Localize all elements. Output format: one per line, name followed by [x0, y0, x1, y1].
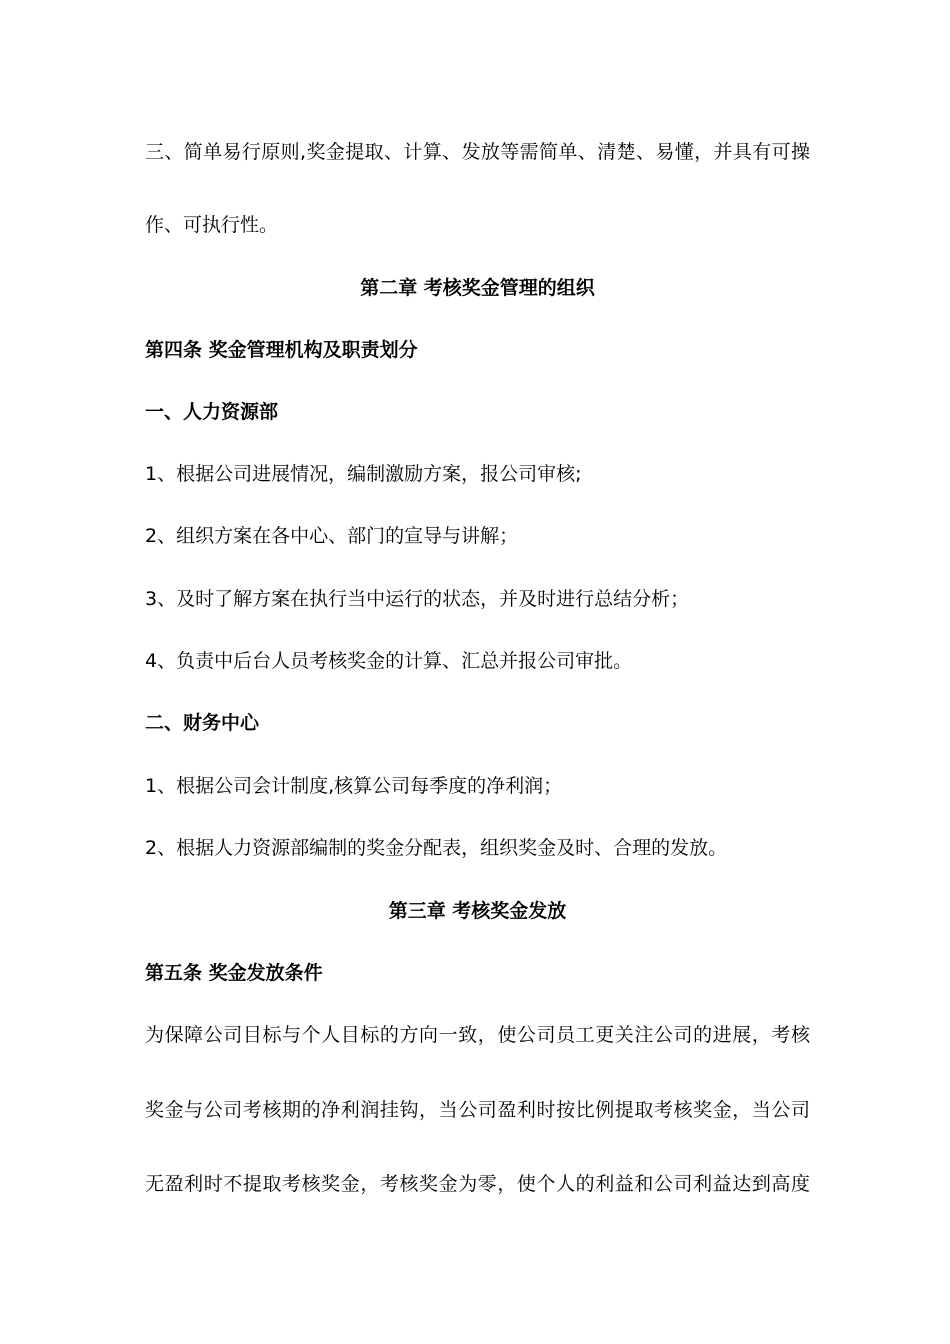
article-5-heading: 第五条 奖金发放条件: [145, 962, 323, 984]
finance-duty-2: 2、根据人力资源部编制的奖金分配表，组织奖金及时、合理的发放。: [145, 837, 728, 859]
article-5-paragraph-line-1: 为保障公司目标与个人目标的方向一致，使公司员工更关注公司的进展，考核: [145, 1024, 810, 1046]
article-4-heading: 第四条 奖金管理机构及职责划分: [145, 339, 418, 361]
hr-duty-3: 3、及时了解方案在执行当中运行的状态，并及时进行总结分析；: [145, 588, 690, 610]
hr-duty-2: 2、组织方案在各中心、部门的宣导与讲解；: [145, 525, 519, 547]
paragraph-principle-3-line-1: 三、简单易行原则,奖金提取、计算、发放等需简单、清楚、易懂，并具有可操: [145, 141, 810, 163]
chapter-3-heading: 第三章 考核奖金发放: [388, 900, 567, 922]
hr-duty-4: 4、负责中后台人员考核奖金的计算、汇总并报公司审批。: [145, 650, 633, 672]
section-finance-heading: 二、财务中心: [145, 712, 260, 734]
chapter-2-heading: 第二章 考核奖金管理的组织: [360, 277, 595, 299]
article-5-paragraph-line-2: 奖金与公司考核期的净利润挂钩，当公司盈利时按比例提取考核奖金，当公司: [145, 1099, 810, 1121]
finance-duty-1: 1、根据公司会计制度,核算公司每季度的净利润；: [145, 775, 563, 797]
paragraph-principle-3-line-2: 作、可执行性。: [145, 214, 279, 236]
hr-duty-1: 1、根据公司进展情况，编制激励方案，报公司审核;: [145, 463, 582, 485]
section-hr-heading: 一、人力资源部: [145, 401, 279, 423]
article-5-paragraph-line-3: 无盈利时不提取考核奖金，考核奖金为零，使个人的利益和公司利益达到高度: [145, 1173, 810, 1195]
